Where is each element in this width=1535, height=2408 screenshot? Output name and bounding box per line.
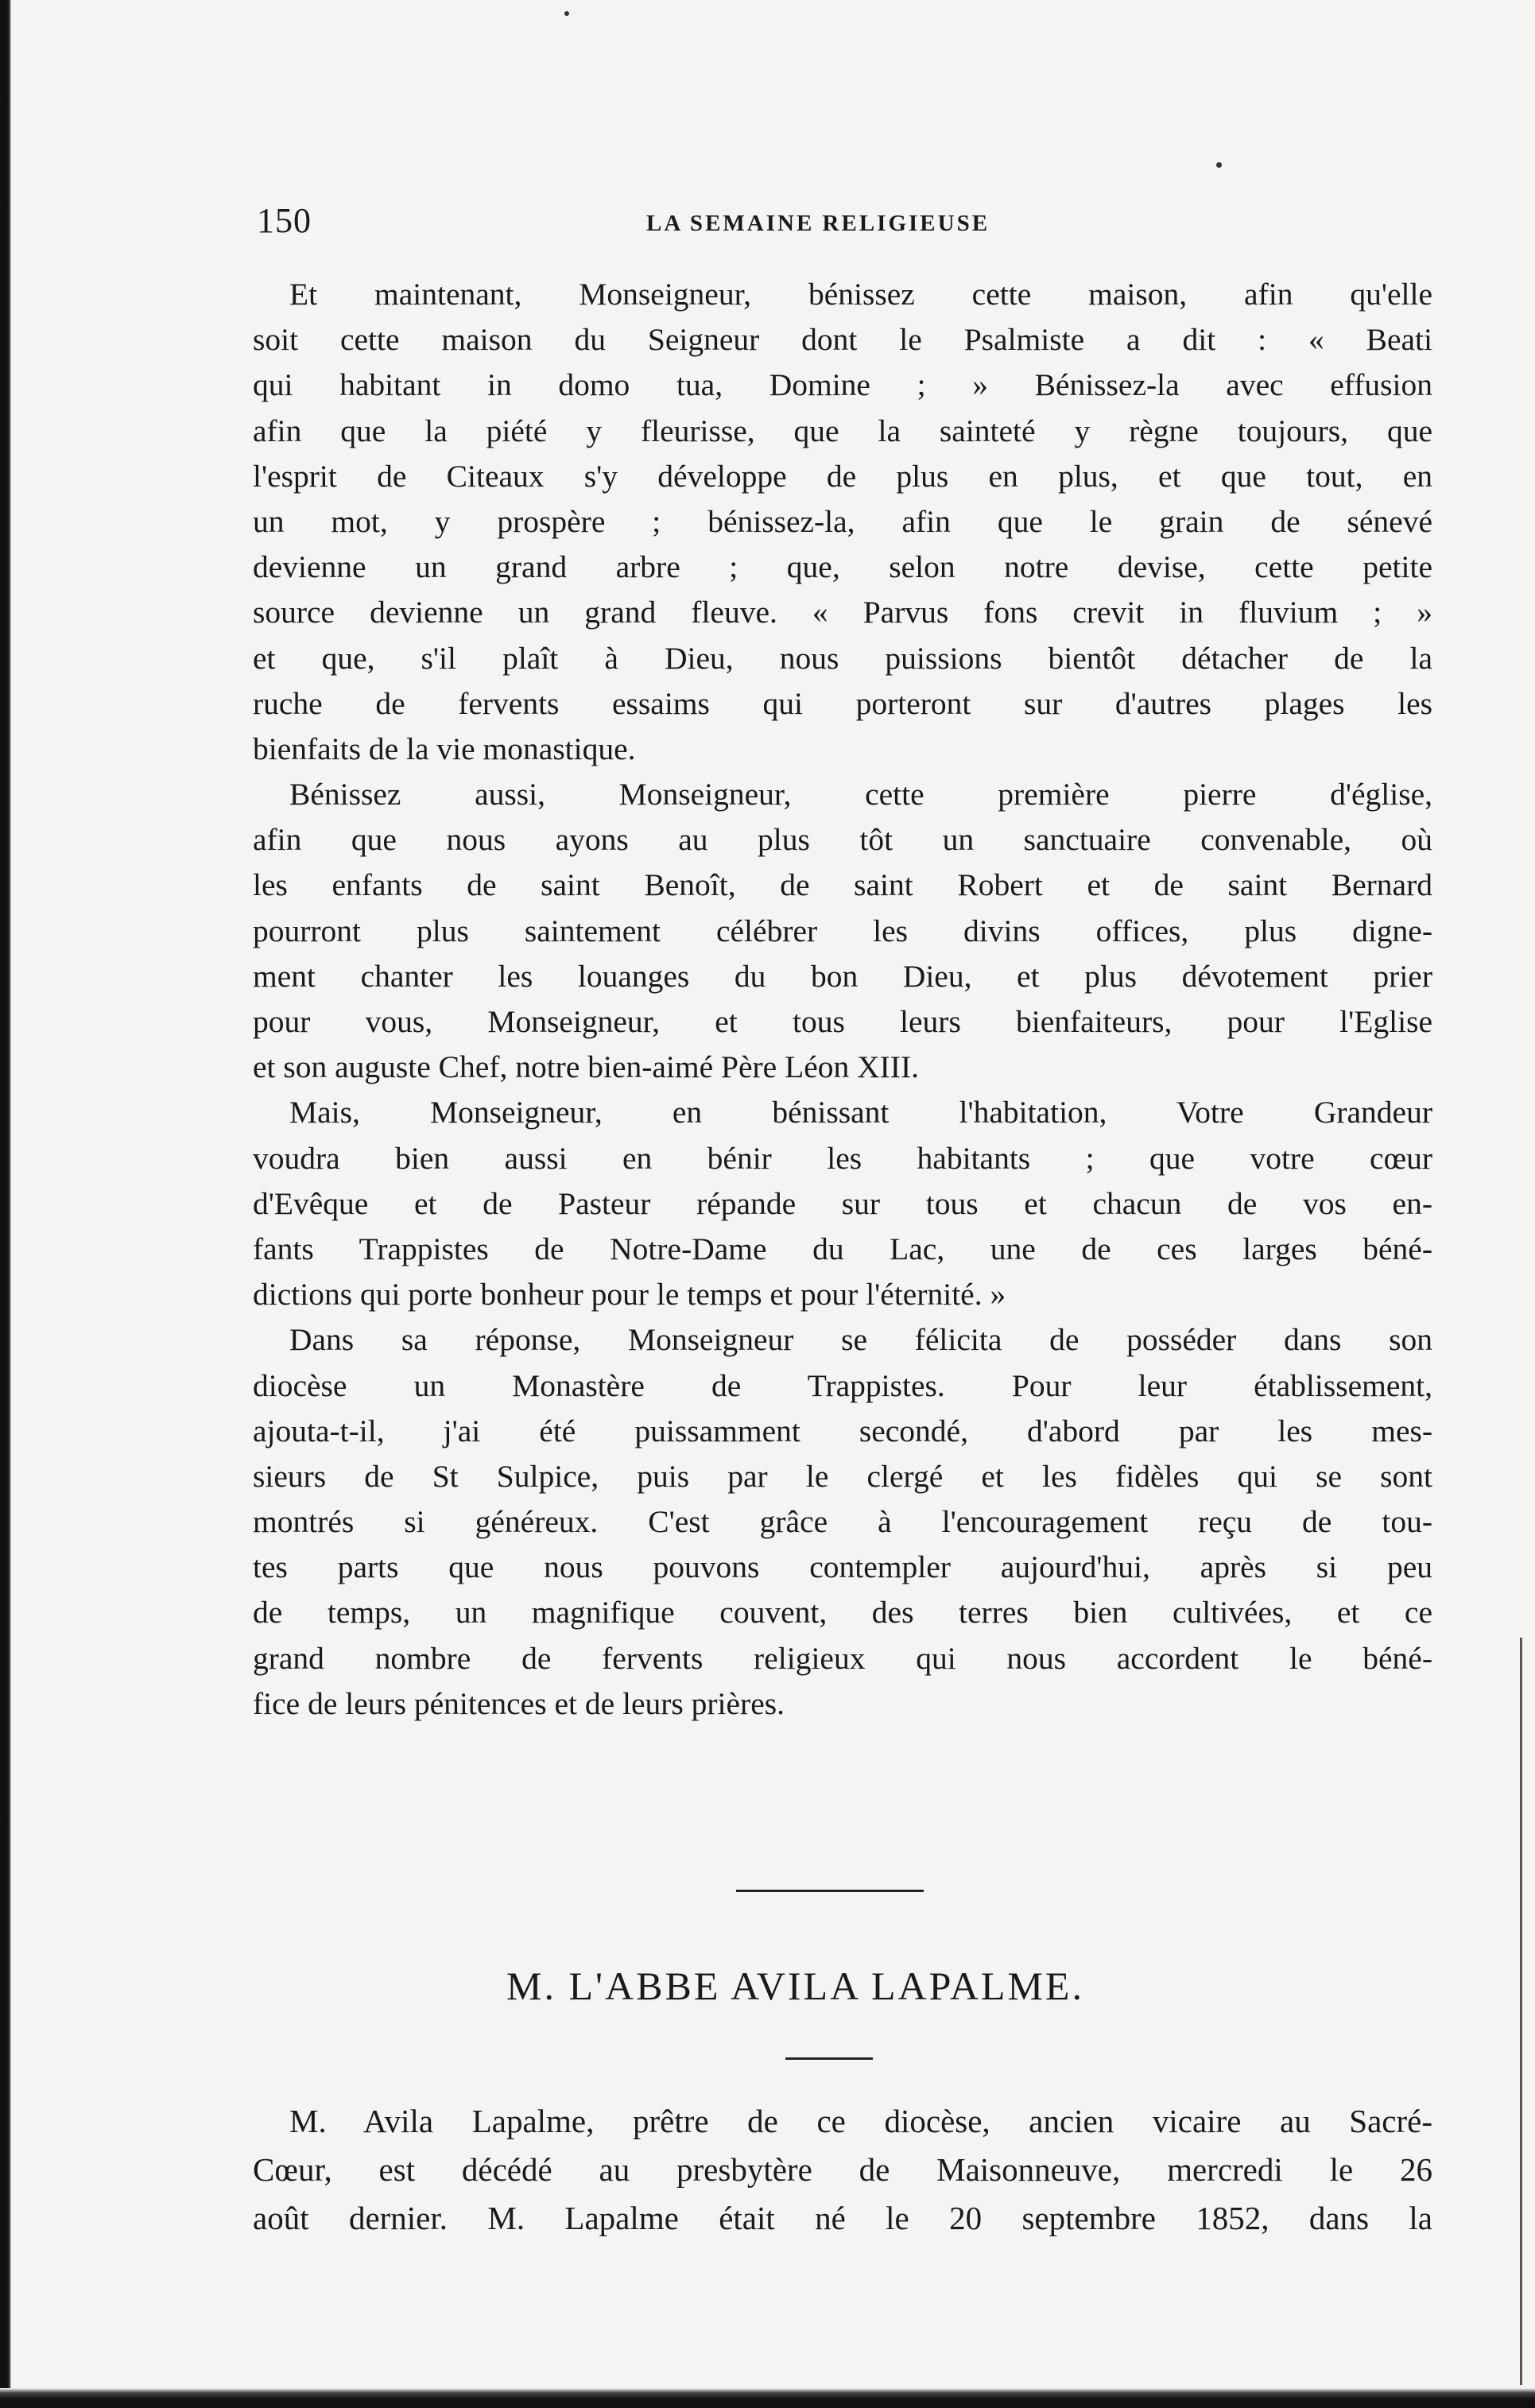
text-line: ruche de fervents essaims qui porteront sur d'autres plages les — [253, 685, 1432, 721]
text-line: voudra bien aussi en bénir les habitants ; que votre cœur — [253, 1140, 1432, 1176]
text-line: pour vous, Monseigneur, et tous leurs bienfaiteurs, pour l'Eglise — [253, 1004, 1432, 1039]
text-line: un mot, y prospère ; bénissez-la, afin que le grain de sénevé — [253, 503, 1432, 539]
text-line: sieurs de St Sulpice, puis par le clergé et les fidèles qui se sont — [253, 1458, 1432, 1494]
text-line: d'Evêque et de Pasteur répande sur tous et chacun de vos en- — [253, 1185, 1432, 1221]
title-underline — [785, 2057, 873, 2060]
text-line: Et maintenant, Monseigneur, bénissez cette maison, afin qu'elle — [289, 277, 1432, 312]
text-line: bienfaits de la vie monastique. — [253, 731, 636, 766]
text-line: Bénissez aussi, Monseigneur, cette première pierre d'église, — [289, 777, 1432, 812]
text-line: août dernier. M. Lapalme était né le 20 septembre 1852, dans la — [253, 2200, 1432, 2236]
text-line: montrés si généreux. C'est grâce à l'encouragement reçu de tou- — [253, 1504, 1432, 1540]
section-divider — [736, 1890, 924, 1892]
text-line: Dans sa réponse, Monseigneur se félicita de posséder dans son — [289, 1322, 1432, 1358]
text-line: et que, s'il plaît à Dieu, nous puissions bientôt détacher de la — [253, 640, 1432, 676]
text-line: tes parts que nous pouvons contempler aujourd'hui, après si peu — [253, 1549, 1432, 1585]
page-edge-left — [0, 0, 11, 2408]
text-line: afin que la piété y fleurisse, que la sainteté y règne toujours, que — [253, 413, 1432, 448]
page-header — [257, 197, 1433, 245]
text-line: devienne un grand arbre ; que, selon notre devise, cette petite — [253, 549, 1432, 585]
text-line: Cœur, est décédé au presbytère de Maisonneuve, mercredi le 26 — [253, 2151, 1432, 2188]
text-line: afin que nous ayons au plus tôt un sanctuaire convenable, où — [253, 822, 1432, 858]
text-line: Mais, Monseigneur, en bénissant l'habitation, Votre Grandeur — [289, 1095, 1432, 1130]
text-line: diocèse un Monastère de Trappistes. Pour leur établissement, — [253, 1367, 1432, 1403]
text-line: grand nombre de fervents religieux qui nous accordent le béné- — [253, 1640, 1432, 1676]
text-line: ajouta-t-il, j'ai été puissamment secondé, d'abord par les mes- — [253, 1413, 1432, 1448]
text-line: l'esprit de Citeaux s'y développe de plus en plus, et que tout, en — [253, 458, 1432, 494]
text-line: M. Avila Lapalme, prêtre de ce diocèse, ancien vicaire au Sacré- — [289, 2103, 1432, 2139]
page-edge-right — [1520, 1638, 1522, 2385]
text-line: qui habitant in domo tua, Domine ; » Bénissez-la avec effusion — [253, 367, 1432, 403]
text-line: ment chanter les louanges du bon Dieu, et plus dévotement prier — [253, 958, 1432, 994]
body-text — [253, 272, 1432, 1727]
text-line: de temps, un magnifique couvent, des terres bien cultivées, et ce — [253, 1595, 1432, 1631]
section-title: M. L'ABBE AVILA LAPALME. — [506, 1964, 1084, 2008]
text-line: pourront plus saintement célébrer les divins offices, plus digne- — [253, 913, 1432, 948]
text-line: fice de leurs pénitences et de leurs prières. — [253, 1685, 785, 1721]
text-line: et son auguste Chef, notre bien-aimé Père Léon XIII. — [253, 1049, 919, 1085]
running-head: LA SEMAINE RELIGIEUSE — [646, 211, 990, 236]
ink-speck — [1216, 162, 1222, 168]
ink-speck — [564, 11, 569, 16]
page-number: 150 — [257, 201, 312, 240]
obituary-text — [253, 2097, 1432, 2243]
text-line: dictions qui porte bonheur pour le temps et pour l'éternité. » — [253, 1277, 1006, 1313]
text-line: soit cette maison du Seigneur dont le Psalmiste a dit : « Beati — [253, 322, 1432, 358]
page-edge-bottom — [0, 2388, 1535, 2408]
text-line: source devienne un grand fleuve. « Parvus fons crevit in fluvium ; » — [253, 595, 1432, 630]
text-line: les enfants de saint Benoît, de saint Robert et de saint Bernard — [253, 867, 1432, 903]
text-line: fants Trappistes de Notre-Dame du Lac, une de ces larges béné- — [253, 1231, 1432, 1266]
